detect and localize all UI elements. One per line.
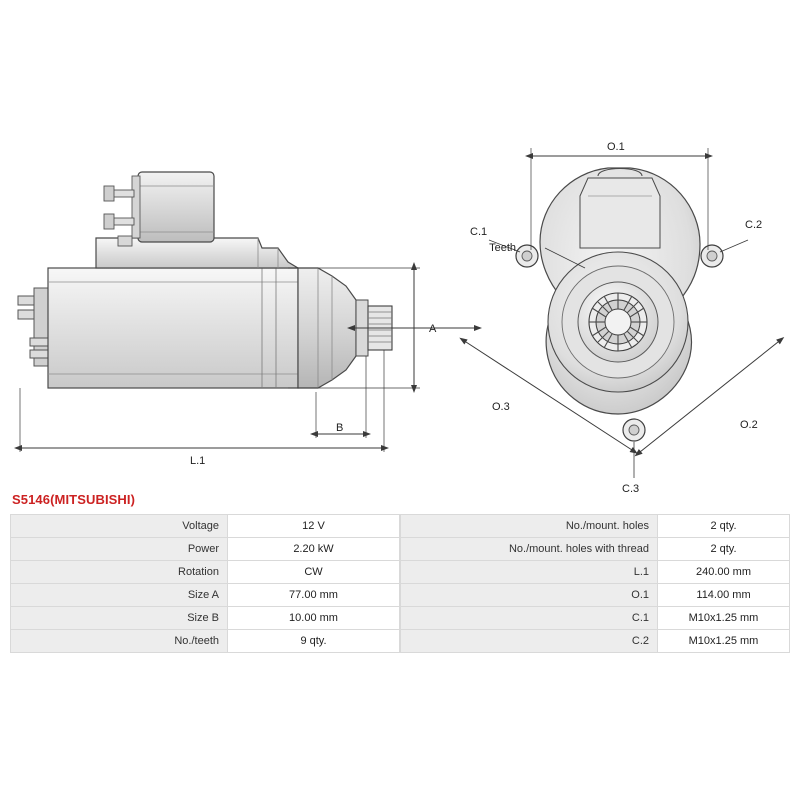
- pinion-teeth: [589, 293, 647, 351]
- dimension-label-O1: O.1: [607, 141, 625, 153]
- spec-label: Rotation: [11, 561, 228, 584]
- callout-label-C2: C.2: [745, 219, 763, 231]
- spec-value: 9 qty.: [228, 630, 400, 653]
- dimension-A: [354, 270, 474, 386]
- spec-value: 114.00 mm: [658, 584, 790, 607]
- dimension-label-O2: O.2: [740, 419, 758, 431]
- spec-label: Voltage: [11, 515, 228, 538]
- dimension-label-O3: O.3: [492, 401, 510, 413]
- table-row: [11, 561, 400, 584]
- starter-front-view-group: [466, 141, 778, 495]
- dimension-label-L1: L.1: [190, 455, 206, 467]
- spec-table-right: [400, 514, 790, 653]
- spec-label: L.1: [401, 561, 658, 584]
- spec-value: 10.00 mm: [228, 607, 400, 630]
- callout-label-teeth: Teeth: [489, 242, 516, 254]
- solenoid: [104, 172, 214, 246]
- spec-label: No./teeth: [11, 630, 228, 653]
- spec-value: 77.00 mm: [228, 584, 400, 607]
- table-row: [401, 584, 790, 607]
- callout-label-C1: C.1: [470, 226, 488, 238]
- specifications: [10, 514, 790, 653]
- spec-label: C.1: [401, 607, 658, 630]
- table-row: [11, 584, 400, 607]
- table-row: [11, 515, 400, 538]
- table-row: [11, 630, 400, 653]
- spec-value: 12 V: [228, 515, 400, 538]
- table-row: [401, 515, 790, 538]
- spec-value: M10x1.25 mm: [658, 607, 790, 630]
- starter-side-view-group: [18, 172, 474, 467]
- part-code-title: S5146(MITSUBISHI): [12, 492, 136, 507]
- spec-value: 2 qty.: [658, 515, 790, 538]
- spec-value: 2 qty.: [658, 538, 790, 561]
- spec-label: No./mount. holes with thread: [401, 538, 658, 561]
- table-row: [11, 538, 400, 561]
- table-row: [401, 561, 790, 584]
- spec-value: M10x1.25 mm: [658, 630, 790, 653]
- table-row: [401, 607, 790, 630]
- callout-label-C3: C.3: [622, 483, 640, 495]
- spec-label: Power: [11, 538, 228, 561]
- dimension-L1: [22, 448, 382, 467]
- mounting-flange: [516, 168, 723, 441]
- spec-value: 2.20 kW: [228, 538, 400, 561]
- rear-terminal-assembly: [18, 288, 50, 366]
- starter-body: [48, 238, 298, 388]
- spec-label: C.2: [401, 630, 658, 653]
- table-row: [401, 630, 790, 653]
- dimension-label-B: B: [336, 422, 344, 434]
- table-row: [11, 607, 400, 630]
- table-row: [401, 538, 790, 561]
- spec-label: Size A: [11, 584, 228, 607]
- spec-value: CW: [228, 561, 400, 584]
- dimension-B: [318, 422, 364, 434]
- spec-label: No./mount. holes: [401, 515, 658, 538]
- spec-table-left: [10, 514, 400, 653]
- spec-value: 240.00 mm: [658, 561, 790, 584]
- dimension-label-A: A: [429, 323, 437, 335]
- spec-label: Size B: [11, 607, 228, 630]
- spec-label: O.1: [401, 584, 658, 607]
